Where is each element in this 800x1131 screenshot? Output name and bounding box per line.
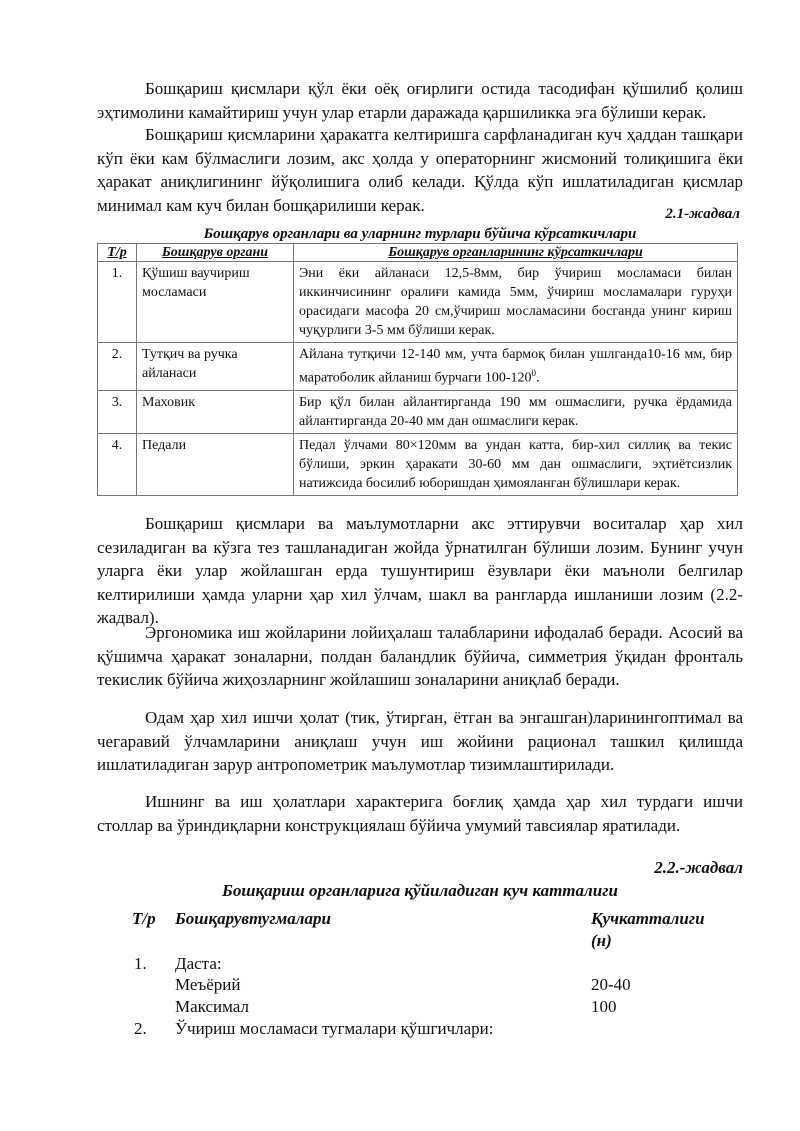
- row-control-name: Тутқич ва ручка айланаси: [137, 343, 294, 391]
- row-force-value: 100: [591, 997, 617, 1016]
- table-1-title: Бошқарув органлари ва уларнинг турлари бўйича кўрсаткичлари: [203, 226, 637, 242]
- table-2-label: 2.2.-жадвал: [654, 858, 743, 877]
- paragraph-2: Бошқариш қисмларини ҳаракатга келтиришга сарфланадиган куч ҳаддан ташқари кўп ёки кам бўлмаслиги лозим, акс ҳолда у операторнинг жисмоний толиқишига ёки ҳаракат аниқлигининг йўқолишига олиб келади. Қўлда кўп ишлатиладиган қисмлар минимал кам куч билан бошқарилиши керак.: [97, 125, 743, 215]
- row-control-name: Ўчириш мосламаси тугмалари қўшгичлари:: [175, 1019, 494, 1038]
- table-row: [98, 343, 738, 391]
- paragraph-4: Эргономика иш жойларини лойиҳалаш талабларини ифодалаб беради. Асосий ва қўшимча ҳаракат зоналарни, полдан баландлик бўйича, симметрия ўқидан фронталь текислик бўйича жиҳозларнинг жойлашиш зоналарини аниқлаб беради.: [97, 623, 743, 689]
- row-force-value: 20-40: [591, 975, 631, 994]
- degree-superscript: 0: [531, 368, 537, 378]
- header-control-buttons: Бошқарувтугмалари: [175, 909, 331, 928]
- header-control: Бошқарув органи: [137, 244, 294, 262]
- header-force-unit: (н): [591, 931, 612, 950]
- paragraph-3: Бошқариш қисмлари ва маълумотларни акс эттирувчи воситалар ҳар хил сезиладиган ва кўзга тез ташланадиган жойда ўрнатилган бўлиши лозим. Бунинг учун уларга ёки улар жойлашган ерда тушунтириш ёзувлари ёки маъноли белгилар келтирилиши ҳамда уларни ҳар хил ўлчам, шакл ва рангларда ишланиши лозим (2.2-жадвал).: [97, 514, 743, 627]
- table-1-label: 2.1-жадвал: [665, 206, 740, 222]
- row-number: 4.: [98, 433, 137, 495]
- row-control-name: Даста:: [175, 954, 222, 973]
- row-description: Эни ёки айланаси 12,5-8мм, бир ўчириш мосламаси билан иккинчисининг оралиғи камида 5мм, ўчириш мосламалари гуруҳи орасидаги масофа 20 см,ўчириш мосламасини босганда унинг кириш чуқурлиги 3-5 мм бўлиши керак.: [294, 262, 738, 343]
- header-indicators: Бошқарув органларининг кўрсаткичлари: [294, 244, 738, 262]
- row-number: 1.: [134, 954, 147, 973]
- row-number: 1.: [98, 262, 137, 343]
- row-description-text: Айлана тутқичи 12-140 мм, учта бармоқ билан ушлганда10-16 мм, бир маратоболик айланиш бурчаги 100-120: [299, 347, 732, 386]
- row-description-end: .: [536, 370, 540, 386]
- table-header-row: [98, 244, 738, 262]
- paragraph-6: Ишнинг ва иш ҳолатлари характерига боғлиқ ҳамда ҳар хил турдаги ишчи столлар ва ўриндиқларни конструкциялаш бўйича умумий тавсиялар яратилади.: [97, 792, 743, 835]
- header-number: Т/р: [98, 244, 137, 262]
- row-control-name: Меъёрий: [175, 975, 241, 994]
- row-control-name: Максимал: [175, 997, 249, 1016]
- table-2-title: Бошқариш органларига қўйиладиган куч катталиги: [222, 881, 618, 900]
- table-row: [98, 433, 738, 495]
- row-number: 2.: [134, 1019, 147, 1038]
- paragraph-5: Одам ҳар хил ишчи ҳолат (тик, ўтирган, ётган ва энгашган)ларинингоптимал ва чегаравий ўлчамларини аниқлаш учун иш жойини рационал ташкил қилишда ишлатиладиган зарур антропометрик маълумотлар тизимлаштирилади.: [97, 708, 743, 774]
- row-control-name: Маховик: [137, 390, 294, 433]
- table-row: [98, 390, 738, 433]
- row-description: [294, 343, 738, 391]
- row-control-name: Қўшиш ваучириш мосламаси: [137, 262, 294, 343]
- header-force-value: Қучкатталиги: [591, 909, 705, 928]
- controls-table: [97, 243, 738, 496]
- paragraph-1: Бошқариш қисмлари қўл ёки оёқ оғирлиги остида тасодифан қўшилиб қолиш эҳтимолини камайтириш учун улар етарли даражада қаршиликка эга бўлиши керак.: [97, 79, 743, 122]
- table-row: [98, 262, 738, 343]
- row-number: 2.: [98, 343, 137, 391]
- row-description: Педал ўлчами 80×120мм ва ундан катта, бир-хил силлиқ ва текис бўлиши, эркин ҳаракати 30-60 мм дан ошмаслиги, эҳтиётсизлик натижсида босилиб юборишдан ҳимояланган бўлишлари керак.: [294, 433, 738, 495]
- row-control-name: Педали: [137, 433, 294, 495]
- row-number: 3.: [98, 390, 137, 433]
- header-number: Т/р: [132, 909, 156, 928]
- row-description: Бир қўл билан айлантирганда 190 мм ошмаслиги, ручка ёрдамида айлантирганда 20-40 мм дан ошмаслиги керак.: [294, 390, 738, 433]
